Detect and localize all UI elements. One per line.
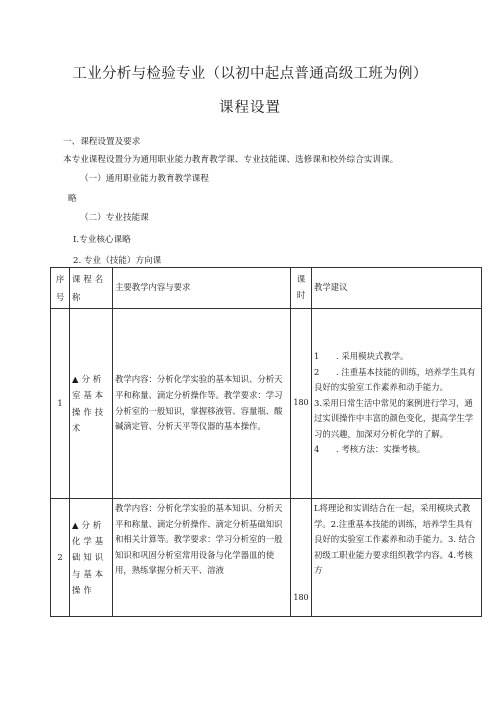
header-no: 序号 xyxy=(51,268,70,309)
row-content: 教学内容：分析化学实验的基本知识、分析天平和称量、滴定分析操作、滴定分析基础知识和相关计算等。教学要求：学习分析室的一般知识和巩固分析室常用设备与化学器皿的使用，熟练掌握分析天平、溶液 xyxy=(113,499,291,617)
header-content: 主要教学内容与要求 xyxy=(113,268,291,309)
suggestion-item: 3.采用日常生活中常见的案例进行学习，通过实训操作中丰富的颜色变化，提高学生学习的兴趣，加深对分析化学的了解。 xyxy=(314,397,474,439)
row-content: 教学内容：分析化学实验的基本知识、分析天平和称量、滴定分析操作等。教学要求：学习分析室的一般知识，掌握移液管、容量瓶、酸碱滴定管、分析天平等仪器的基本操作。 xyxy=(113,309,291,499)
header-hours: 课时 xyxy=(291,268,312,309)
row-suggestion xyxy=(312,309,482,499)
document-title: 工业分析与检验专业（以初中起点普通高级工班为例） xyxy=(72,66,428,82)
table-row xyxy=(51,499,482,617)
section1-heading: 一、课程设置及要求 xyxy=(63,137,141,147)
core-courses-line: I.专业核心课略 xyxy=(73,235,131,245)
suggestion-item: 2 . 注重基本技能的训练，培养学生具有良好的实验室工作素养和动手能力。 xyxy=(314,366,476,393)
row-suggestion: L将理论和实训结合在一起，采用模块式教学。2.注重基本技能的训练，培养学生具有良好的实验室工作素养和动手能力。3. 结合初级工职业能力要求组织教学内容。4.考核方 xyxy=(312,499,482,617)
row-no: 2 xyxy=(51,499,70,617)
table-header-row xyxy=(51,268,482,309)
suggestion-item: 1 . 采用模块式教学。 xyxy=(314,351,409,362)
row-course-name: ▲分析化学基础知识与基本操作 xyxy=(70,499,113,617)
header-name: 课程名称 xyxy=(70,268,113,309)
suggestion-item: 4 . 考核方法：实操考核。 xyxy=(314,444,426,455)
sub2-heading: （二）专业技能课 xyxy=(80,213,149,223)
document-subtitle: 课程设置 xyxy=(219,100,281,116)
sub1-heading: （一）通用职业能力教育教学课程 xyxy=(80,174,209,184)
table-row xyxy=(51,309,482,499)
course-table xyxy=(50,267,482,617)
direction-courses-line: 2. 专业（技能）方向课 xyxy=(73,256,162,266)
row-hours: 180 xyxy=(291,309,312,499)
row-no: 1 xyxy=(51,309,70,499)
section1-body: 本专业课程设置分为通用职业能力教育教学课、专业技能课、选修课和校外综合实训课。 xyxy=(63,155,399,165)
row-course-name: ▲分析室基本操作技术 xyxy=(70,309,113,499)
header-suggestion: 教学建议 xyxy=(312,268,482,309)
sub1-body: 略 xyxy=(68,194,77,204)
row-hours: 180 xyxy=(291,499,312,617)
